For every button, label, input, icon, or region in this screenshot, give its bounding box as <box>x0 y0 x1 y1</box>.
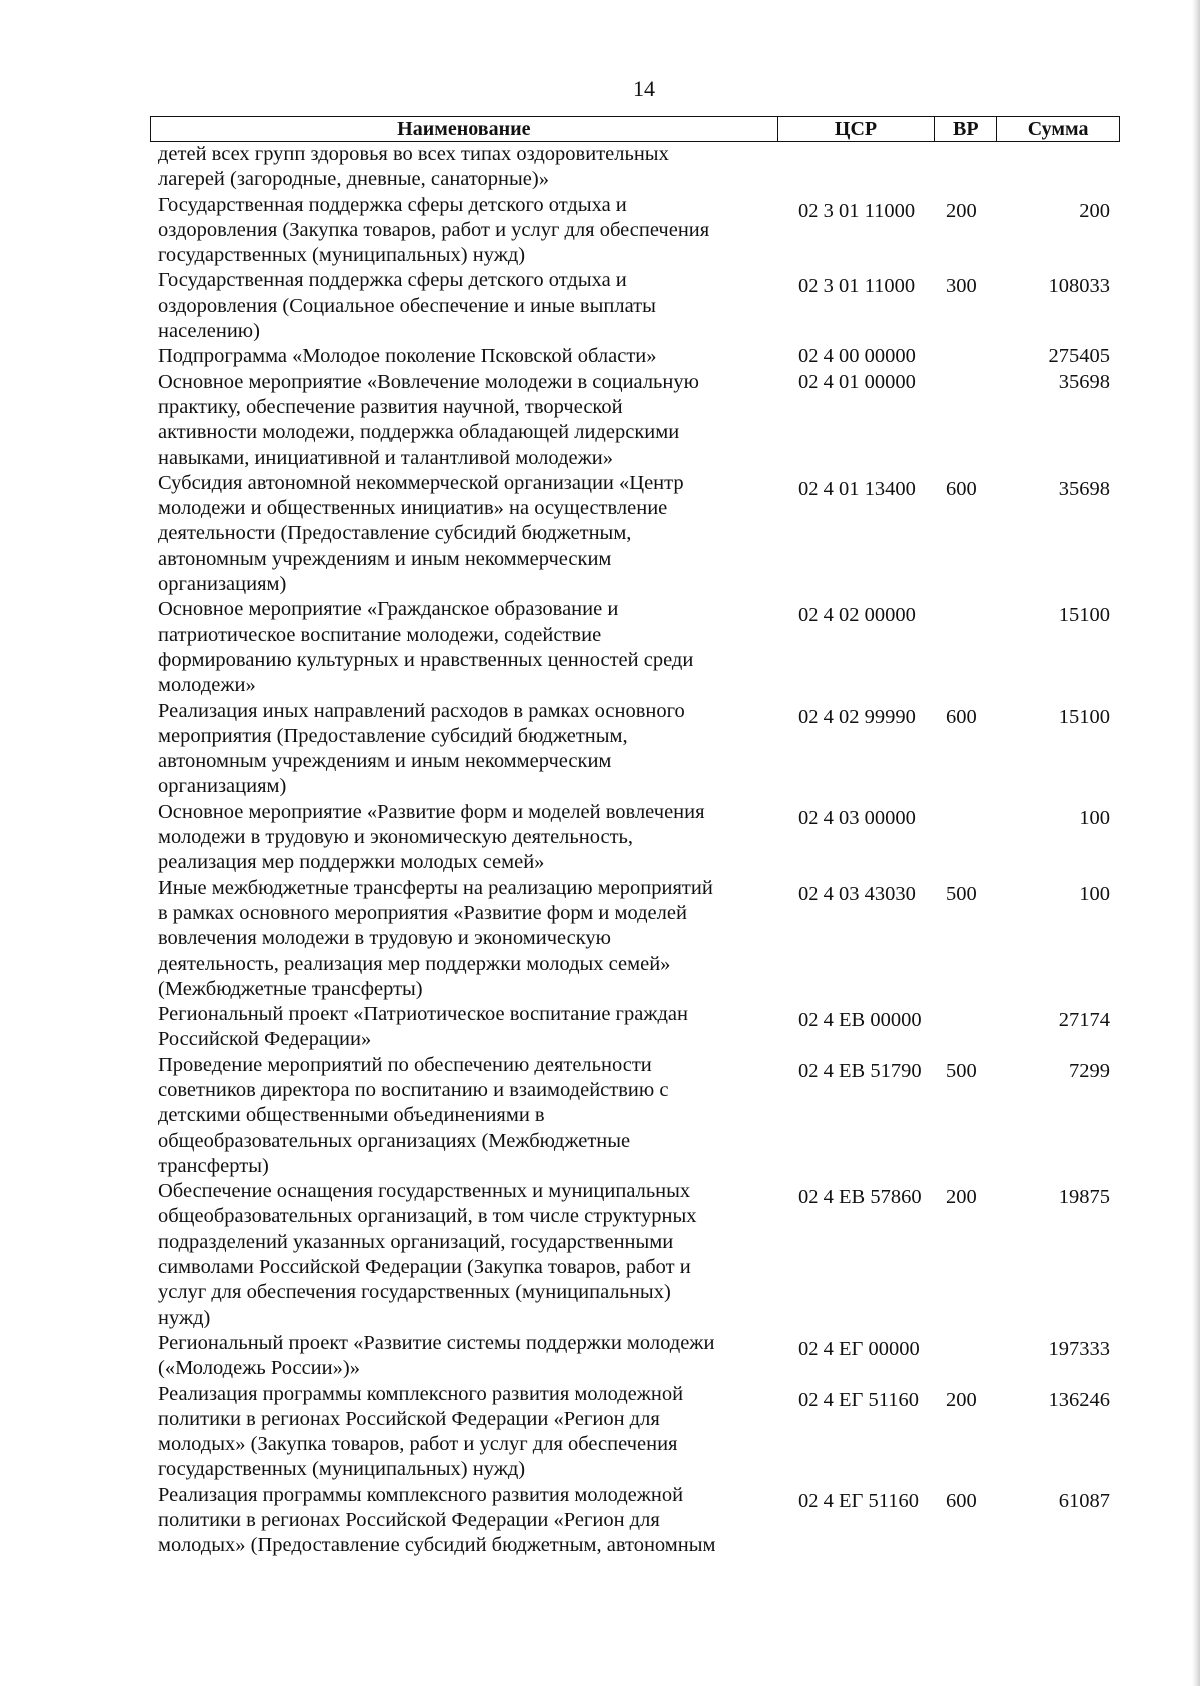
row-name: Государственная поддержка сферы детского отдыха и оздоровления (Социальное обеспечение и иные выплаты населению) <box>158 269 656 343</box>
row-sum: 15100 <box>1058 604 1110 627</box>
row-csr: 02 4 ЕВ 57860 <box>798 1186 922 1209</box>
page-number: 14 <box>633 76 655 101</box>
row-csr: 02 4 01 13400 <box>798 477 916 500</box>
row-csr: 02 4 ЕГ 51160 <box>798 1489 919 1512</box>
scan-edge <box>1192 0 1200 1686</box>
row-vr: 200 <box>946 1186 977 1209</box>
header-vr: ВР <box>935 117 997 141</box>
row-name: Иные межбюджетные трансферты на реализацию мероприятий в рамках основного мероприятия «Развитие форм и моделей вовлечения молодежи в трудовую и экономическую деятельность, реализация мер поддержки молодых семей» (Межбюджетные трансферты) <box>158 876 713 1000</box>
table-row <box>150 1382 1120 1483</box>
table-row <box>150 1002 1120 1053</box>
row-name: детей всех групп здоровья во всех типах оздоровительных лагерей (загородные, дневные, санаторные)» <box>158 143 669 191</box>
row-vr <box>936 1002 998 1053</box>
row-csr: 02 4 ЕВ 00000 <box>798 1009 922 1032</box>
table-row <box>150 800 1120 876</box>
row-csr: 02 4 01 00000 <box>798 370 916 393</box>
row-name: Обеспечение оснащения государственных и муниципальных общеобразовательных организаций, в том числе структурных подразделений указанных организаций, государственными символами Российской Федерации (Закупка товаров, работ и услуг для обеспечения государственных (муниципальных) нужд) <box>158 1180 697 1329</box>
table-row <box>150 471 1120 597</box>
row-vr <box>936 344 998 369</box>
table-row <box>150 1179 1120 1331</box>
row-sum: 275405 <box>1048 345 1110 368</box>
table-row <box>150 142 1120 193</box>
table-row <box>150 876 1120 1002</box>
row-csr: 02 4 02 00000 <box>798 604 916 627</box>
table-row <box>150 699 1120 800</box>
row-vr: 600 <box>946 1489 977 1512</box>
row-name: Субсидия автономной некоммерческой организации «Центр молодежи и общественных инициатив» на осуществление деятельности (Предоставление субсидий бюджетным, автономным учреждениям и иным некоммерческим организациям) <box>158 471 684 596</box>
row-sum: 7299 <box>1069 1059 1110 1082</box>
row-csr: 02 4 ЕВ 51790 <box>798 1059 922 1082</box>
row-vr: 600 <box>946 705 977 728</box>
row-csr: 02 4 ЕГ 51160 <box>798 1388 919 1411</box>
row-name: Основное мероприятие «Гражданское образование и патриотическое воспитание молодежи, содействие формированию культурных и нравственных ценностей среди молодежи» <box>158 598 694 697</box>
row-vr <box>936 597 998 698</box>
row-vr <box>936 370 998 471</box>
row-name: Реализация программы комплексного развития молодежной политики в регионах Российской Федерации «Регион для молодых» (Предоставление субсидий бюджетным, автономным <box>158 1483 716 1557</box>
row-name: Основное мероприятие «Развитие форм и моделей вовлечения молодежи в трудовую и экономическую деятельность, реализация мер поддержки молодых семей» <box>158 800 705 874</box>
row-sum: 200 <box>1079 199 1110 222</box>
row-csr: 02 4 02 99990 <box>798 705 916 728</box>
row-csr: 02 4 03 00000 <box>798 806 916 829</box>
header-sum: Сумма <box>1027 118 1089 140</box>
row-sum: 19875 <box>1058 1186 1110 1209</box>
table-row <box>150 370 1120 471</box>
table-row <box>150 597 1120 698</box>
row-name: Основное мероприятие «Вовлечение молодежи в социальную практику, обеспечение развития научной, творческой активности молодежи, поддержка обладающей лидерскими навыками, инициативной и талантливой молодежи» <box>158 370 699 469</box>
row-name: Реализация программы комплексного развития молодежной политики в регионах Российской Федерации «Регион для молодых» (Закупка товаров, работ и услуг для обеспечения государственных (муниципальных) нужд) <box>158 1382 684 1481</box>
row-vr: 200 <box>946 199 977 222</box>
row-csr: 02 4 00 00000 <box>798 345 916 368</box>
row-sum: 27174 <box>1058 1009 1110 1032</box>
row-name: Региональный проект «Патриотическое воспитание граждан Российской Федерации» <box>158 1003 688 1051</box>
row-sum: 197333 <box>1048 1337 1110 1360</box>
row-name: Государственная поддержка сферы детского отдыха и оздоровления (Закупка товаров, работ и услуг для обеспечения государственных (муниципальных) нужд) <box>158 193 710 267</box>
table-header <box>150 116 1120 142</box>
row-vr <box>936 1331 998 1382</box>
row-vr: 300 <box>946 275 977 298</box>
row-sum: 100 <box>1079 806 1110 829</box>
row-vr: 200 <box>946 1388 977 1411</box>
row-csr: 02 3 01 11000 <box>798 199 916 222</box>
row-sum: 136246 <box>1048 1388 1110 1411</box>
row-sum: 100 <box>1079 882 1110 905</box>
row-csr: 02 4 ЕГ 00000 <box>798 1337 920 1360</box>
table-row <box>150 344 1120 369</box>
row-name: Реализация иных направлений расходов в рамках основного мероприятия (Предоставление субсидий бюджетным, автономным учреждениям и иным некоммерческим организациям) <box>158 699 685 798</box>
row-csr: 02 4 03 43030 <box>798 882 916 905</box>
table-row <box>150 1483 1120 1559</box>
row-sum <box>998 142 1120 193</box>
row-name: Подпрограмма «Молодое поколение Псковской области» <box>158 345 657 368</box>
row-sum: 61087 <box>1058 1489 1110 1512</box>
row-name: Региональный проект «Развитие системы поддержки молодежи («Молодежь России»)» <box>158 1331 715 1380</box>
table-row <box>150 268 1120 344</box>
row-vr: 500 <box>946 1059 977 1082</box>
row-csr: 02 3 01 11000 <box>798 275 916 298</box>
row-sum: 35698 <box>1058 477 1110 500</box>
table-row <box>150 193 1120 269</box>
row-name: Проведение мероприятий по обеспечению деятельности советников директора по воспитанию и взаимодействию с детскими общественными объединениями в общеобразовательных организациях (Межбюджетные трансферты) <box>158 1053 669 1177</box>
row-vr: 500 <box>946 882 977 905</box>
row-vr <box>936 800 998 876</box>
row-sum: 15100 <box>1058 705 1110 728</box>
header-csr: ЦСР <box>778 117 936 141</box>
row-vr: 600 <box>946 477 977 500</box>
budget-table <box>150 116 1120 1559</box>
table-body <box>150 142 1120 1559</box>
row-csr <box>778 142 936 193</box>
table-row <box>150 1331 1120 1382</box>
table-row <box>150 1053 1120 1179</box>
row-vr <box>936 142 998 193</box>
header-name: Наименование <box>151 117 778 141</box>
row-sum: 108033 <box>1048 275 1110 298</box>
row-sum: 35698 <box>1058 370 1110 393</box>
